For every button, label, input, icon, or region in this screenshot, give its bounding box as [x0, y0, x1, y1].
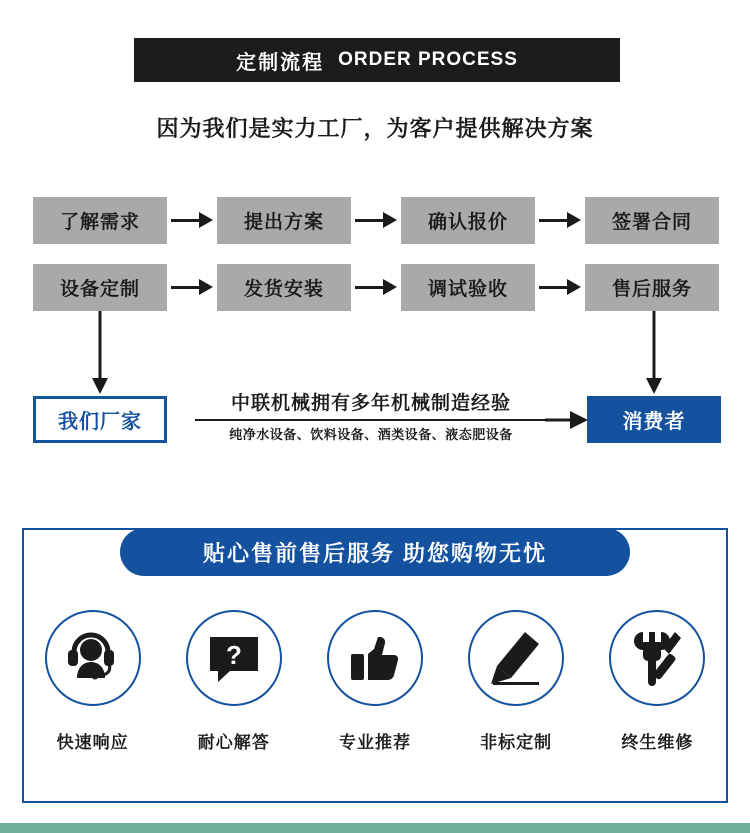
process-step: 确认报价	[401, 197, 535, 244]
flow-middle-line1: 中联机械拥有多年机械制造经验	[230, 393, 511, 414]
wrench-screwdriver-icon-circle	[609, 610, 705, 706]
pencil-icon	[489, 630, 543, 686]
service-item-label: 快速响应	[56, 733, 129, 752]
question-bubble-icon-circle	[186, 610, 282, 706]
process-step: 提出方案	[217, 197, 351, 244]
svg-text:?: ?	[225, 640, 242, 670]
process-step: 售后服务	[585, 264, 719, 311]
service-item-custom	[456, 610, 576, 753]
process-row-1	[33, 197, 721, 244]
process-step: 调试验收	[401, 264, 535, 311]
headset-icon	[63, 630, 123, 686]
headset-icon-circle	[45, 610, 141, 706]
header-title-en: ORDER PROCESS	[338, 49, 518, 70]
question-bubble-icon	[206, 631, 262, 685]
process-step: 发货安装	[217, 264, 351, 311]
order-process-header	[134, 38, 620, 82]
service-item-label: 终生维修	[621, 733, 694, 752]
flow-middle-line2: 纯净水设备、饮料设备、酒类设备、液态肥设备	[229, 427, 513, 442]
service-item-recommend	[315, 610, 435, 753]
service-title: 贴心售前售后服务 助您购物无忧	[120, 528, 630, 576]
service-item-label: 耐心解答	[197, 733, 270, 752]
process-step: 了解需求	[33, 197, 167, 244]
header-title-cn: 定制流程	[236, 51, 325, 74]
thumbs-up-icon	[347, 630, 403, 686]
service-item-maintenance	[597, 610, 717, 753]
arrow-right-icon	[535, 197, 585, 244]
service-item-response	[33, 610, 153, 753]
arrow-right-icon	[351, 197, 401, 244]
process-step: 设备定制	[33, 264, 167, 311]
divider	[195, 419, 547, 421]
service-item-answer	[174, 610, 294, 753]
bottom-accent-strip	[0, 823, 750, 833]
thumbs-up-icon-circle	[327, 610, 423, 706]
factory-box: 我们厂家	[33, 396, 167, 443]
process-grid	[33, 197, 721, 331]
arrow-right-icon	[351, 264, 401, 311]
pencil-icon-circle	[468, 610, 564, 706]
service-item-label: 专业推荐	[338, 733, 411, 752]
consumer-box: 消费者	[587, 396, 721, 443]
service-item-label: 非标定制	[480, 733, 553, 752]
arrow-right-icon	[167, 197, 217, 244]
process-step: 签署合同	[585, 197, 719, 244]
flow-middle-text	[185, 388, 557, 443]
page-subtitle: 因为我们是实力工厂，为客户提供解决方案	[156, 116, 594, 141]
arrow-right-icon	[535, 264, 585, 311]
process-row-2	[33, 264, 721, 311]
arrow-right-icon	[167, 264, 217, 311]
service-items	[22, 610, 728, 753]
wrench-screwdriver-icon	[629, 630, 685, 686]
